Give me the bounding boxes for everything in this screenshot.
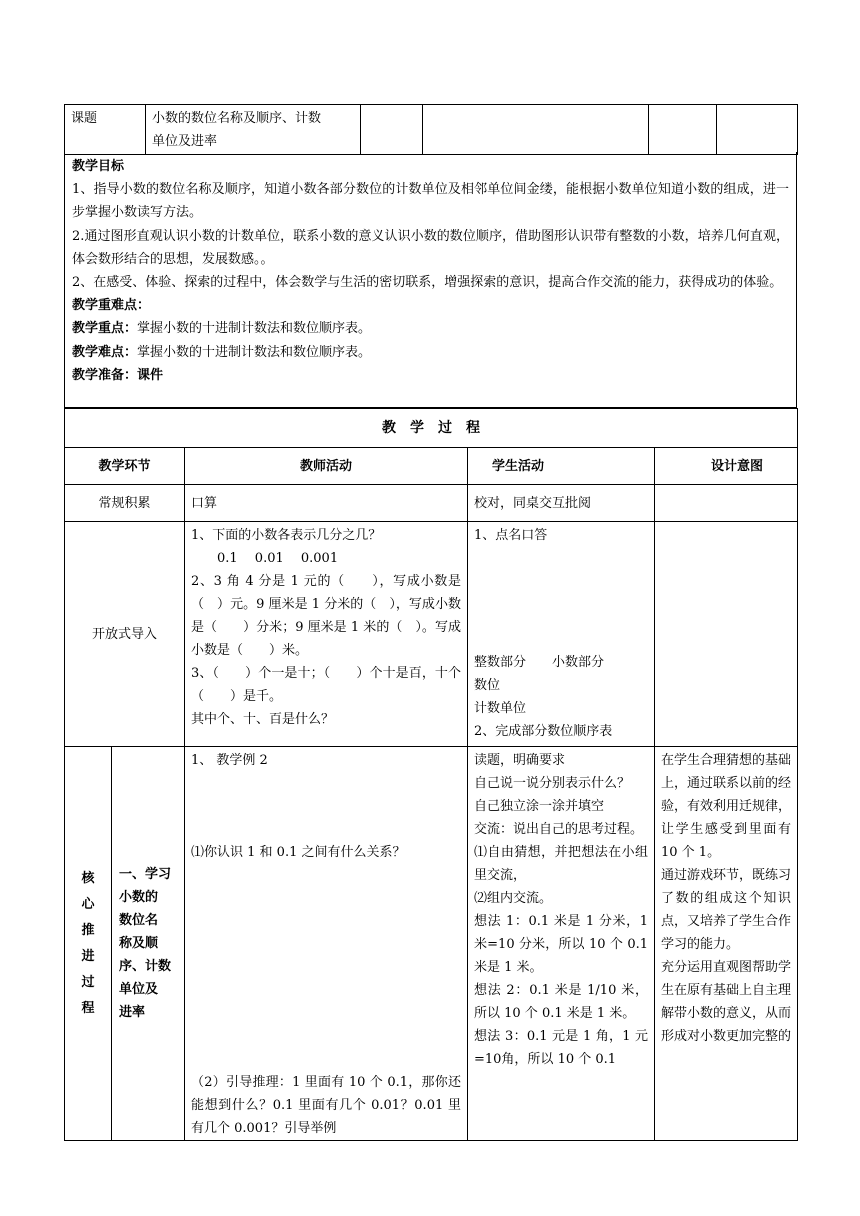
topic-label: 课题	[65, 105, 146, 155]
sub-stage-line: 数位名	[119, 913, 159, 928]
lesson-title-table	[64, 104, 798, 155]
student-core-line: 想法 3：0.1 元是 1 角，1 元=10角，所以 10 个 0.1	[474, 1029, 648, 1067]
student-core-line: 想法 1：0.1 米是 1 分米，1 米=10 分米，所以 10 个 0.1 米是 1 米。	[474, 914, 648, 975]
student-core-line: 自己独立涂一涂并填空	[474, 799, 605, 814]
stage-routine: 常规积累	[65, 485, 185, 522]
sub-stage-line: 序、计数	[119, 959, 172, 974]
teacher-core-line: 1、 教学例 2	[191, 753, 268, 768]
sub-stage-line: 一、学习	[119, 867, 172, 882]
teacher-intro-line: 其中个、十、百是什么？	[191, 712, 335, 727]
student-routine: 校对，同桌交互批阅	[468, 485, 655, 522]
student-intro-line: 计数单位	[474, 701, 527, 716]
key-points-label: 教学重点：	[72, 321, 138, 337]
objectives-heading: 教学目标	[72, 159, 125, 174]
topic-title	[146, 105, 361, 155]
key-points	[72, 317, 789, 340]
teacher-core	[185, 747, 468, 1141]
intent-core-line: 充分运用直观图帮助学生在原有基础上自主理解带小数的意义，从而形成对小数更加完整的	[661, 960, 792, 1044]
vertical-char: 核	[81, 870, 95, 886]
intent-routine	[655, 485, 798, 522]
header-teacher: 教师活动	[185, 448, 468, 485]
student-core-line: 读题，明确要求	[474, 753, 566, 768]
key-points-text: 掌握小数的十进制计数法和数位顺序表。	[137, 321, 372, 337]
sub-stage-line: 单位及	[119, 982, 159, 997]
objective-item: 2.通过图形直观认识小数的计数单位，联系小数的意义认识小数的数位顺序，借助图形认识带有整数的小数，培养几何直观，体会数形结合的思想，发展数感。。	[72, 228, 789, 267]
preparation-text: 课件	[137, 367, 164, 383]
stage-core-vertical	[65, 747, 112, 1141]
difficult-points-text: 掌握小数的十进制计数法和数位顺序表。	[137, 344, 372, 360]
vertical-char: 心	[81, 896, 95, 912]
sub-stage-line: 称及顺	[119, 936, 159, 951]
preparation	[72, 364, 789, 387]
objective-item: 1、指导小数的数位名称及顺序，知道小数各部分数位的计数单位及相邻单位间金缕，能根据小数单位知道小数的组成，进一步掌握小数读写方法。	[72, 182, 789, 221]
empty-cell	[717, 105, 798, 155]
teacher-core-line: ⑴你认识 1 和 0.1 之间有什么关系？	[191, 845, 406, 860]
student-core-line: ⑴自由猜想，并把想法在小组里交流，	[474, 845, 648, 883]
student-intro-line: 数位	[474, 678, 501, 693]
header-student: 学生活动	[468, 448, 655, 485]
process-title: 教 学 过 程	[65, 409, 798, 448]
vertical-char: 程	[81, 1000, 95, 1016]
objective-item: 2、在感受、体验、探索的过程中，体会数学与生活的密切联系，增强探索的意识，提高合作交流的能力，获得成功的体验。	[72, 275, 783, 291]
student-core-line: 自己说一说分别表示什么？	[474, 776, 631, 791]
teacher-intro	[185, 522, 468, 747]
key-difficult-heading: 教学重难点：	[72, 298, 151, 314]
teacher-routine: 口算	[185, 485, 468, 522]
topic-title-line1: 小数的数位名称及顺序、计数	[152, 111, 322, 126]
sub-stage-line: 小数的	[119, 890, 159, 905]
teacher-core-line: （2）引导推理：1 里面有 10 个 0.1，那你还能想到什么？0.1 里面有几个 0.01？0.01 里有几个 0.001？引导举例	[191, 1075, 461, 1136]
intent-core-line: 通过游戏环节，既练习了数的组成这个知识点，又培养了学生合作学习的能力。	[661, 868, 792, 952]
student-core-line: ⑵组内交流。	[474, 891, 553, 906]
student-intro	[468, 522, 655, 747]
difficult-points-label: 教学难点：	[72, 344, 138, 360]
sub-stage-line: 进率	[119, 1005, 146, 1020]
teaching-process-table	[64, 408, 798, 1141]
preparation-label: 教学准备：	[72, 367, 138, 383]
topic-title-line2: 单位及进率	[152, 134, 218, 149]
student-core-line: 交流：说出自己的思考过程。	[474, 822, 644, 837]
student-core	[468, 747, 655, 1141]
header-intent: 设计意图	[655, 448, 798, 485]
vertical-char: 过	[81, 974, 95, 990]
student-intro-line: 2、完成部分数位顺序表	[474, 724, 613, 739]
student-intro-line: 整数部分 小数部分	[474, 655, 605, 670]
teacher-intro-line: 2、3 角 4 分是 1 元的（ ），写成小数是（ ）元。9 厘米是 1 分米的（ ），写成小数是（ ）分米；9 厘米是 1 米的（ ）。写成小数是（ ）米。	[191, 574, 461, 658]
student-intro-line: 1、点名口答	[474, 528, 548, 543]
sub-stage	[112, 747, 185, 1141]
vertical-char: 推	[81, 922, 95, 938]
teacher-intro-line: 3、（ ）个一是十；（ ）个十是百，十个（ ）是千。	[191, 666, 461, 704]
stage-intro: 开放式导入	[65, 522, 185, 747]
student-core-line: 想法 2：0.1 米是 1/10 米，所以 10 个 0.1 米是 1 米。	[474, 983, 648, 1021]
empty-cell	[361, 105, 423, 155]
header-stage: 教学环节	[65, 448, 185, 485]
vertical-char: 进	[81, 948, 95, 964]
empty-cell	[423, 105, 649, 155]
teaching-objectives	[64, 152, 797, 408]
intent-intro	[655, 522, 798, 747]
teacher-intro-line: 0.1 0.01 0.001	[191, 551, 339, 566]
difficult-points	[72, 341, 789, 364]
teacher-intro-line: 1、下面的小数各表示几分之几？	[191, 528, 382, 543]
intent-core-line: 在学生合理猜想的基础上，通过联系以前的经验，有效利用迁规律，让学生感受到里面有 10 个 1。	[661, 753, 792, 860]
empty-cell	[649, 105, 717, 155]
intent-core	[655, 747, 798, 1141]
